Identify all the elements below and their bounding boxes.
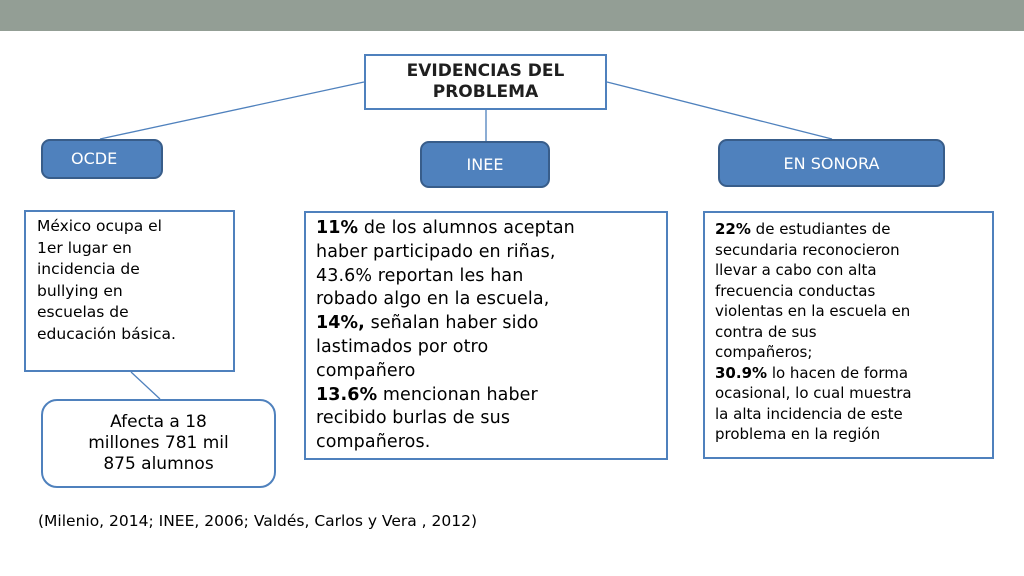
inee-evidence-box — [304, 211, 668, 460]
sonora-line: 30.9% lo hacen de forma — [715, 363, 909, 382]
category-ocde-label: OCDE — [71, 149, 118, 168]
sonora-line: violentas en la escuela en — [715, 302, 911, 320]
inee-line: recibido burlas de sus — [316, 408, 511, 429]
ocde-line: bullying en — [37, 281, 123, 300]
category-inee — [420, 141, 550, 188]
ocde-line: México ocupa el — [37, 217, 162, 235]
inee-line: 43.6% reportan les han — [316, 265, 524, 286]
sonora-line: 22% de estudiantes de — [715, 220, 891, 238]
connector-title-ocde — [100, 82, 364, 139]
diagram-title — [364, 54, 607, 110]
sonora-line: ocasional, lo cual muestra — [715, 384, 912, 402]
stat-14-percent: 14%, — [316, 313, 365, 334]
stat-30-9-percent: 30.9% — [715, 363, 768, 382]
category-inee-label: INEE — [466, 155, 504, 174]
ocde-evidence-box — [24, 210, 235, 372]
sonora-line: problema en la región — [715, 425, 881, 443]
inee-line: 11% de los alumnos aceptan — [316, 218, 575, 238]
inee-line: lastimados por otro — [316, 336, 489, 357]
inee-line: compañero — [316, 360, 416, 381]
sonora-line: frecuencia conductas — [715, 281, 876, 300]
title-line-2: PROBLEMA — [432, 82, 539, 102]
ocde-line: incidencia de — [37, 260, 140, 278]
inee-line: robado algo en la escuela, — [316, 289, 550, 310]
title-line-1: EVIDENCIAS DEL — [406, 61, 565, 81]
ocde-affected-note — [41, 399, 276, 488]
sonora-line: contra de sus — [715, 322, 817, 341]
connector-ocde-note — [131, 372, 160, 399]
category-sonora-label: EN SONORA — [783, 153, 880, 173]
note-line-1: Afecta a 18 — [110, 412, 207, 432]
sonora-line: la alta incidencia de este — [715, 404, 903, 423]
inee-line: 14%, señalan haber sido — [316, 313, 539, 334]
stat-11-percent: 11% — [316, 218, 359, 238]
ocde-line: educación básica. — [37, 324, 176, 343]
inee-line: compañeros. — [316, 432, 431, 453]
ocde-line: escuelas de — [37, 303, 129, 321]
sonora-line: compañeros; — [715, 343, 813, 361]
sonora-evidence-box — [703, 211, 994, 459]
note-line-3: 875 alumnos — [103, 454, 214, 474]
stat-22-percent: 22% — [715, 220, 751, 238]
citation: (Milenio, 2014; INEE, 2006; Valdés, Carlos y Vera , 2012) — [38, 512, 478, 530]
sonora-line: llevar a cabo con alta — [715, 261, 877, 279]
category-ocde — [41, 139, 163, 179]
note-line-2: millones 781 mil — [88, 433, 229, 453]
sonora-line: secundaria reconocieron — [715, 240, 900, 259]
ocde-line: 1er lugar en — [37, 238, 132, 257]
category-sonora — [718, 139, 945, 187]
connector-title-sonora — [607, 82, 832, 139]
inee-line: 13.6% mencionan haber — [316, 384, 538, 405]
stat-13-6-percent: 13.6% — [316, 384, 378, 405]
inee-line: haber participado en riñas, — [316, 241, 556, 262]
